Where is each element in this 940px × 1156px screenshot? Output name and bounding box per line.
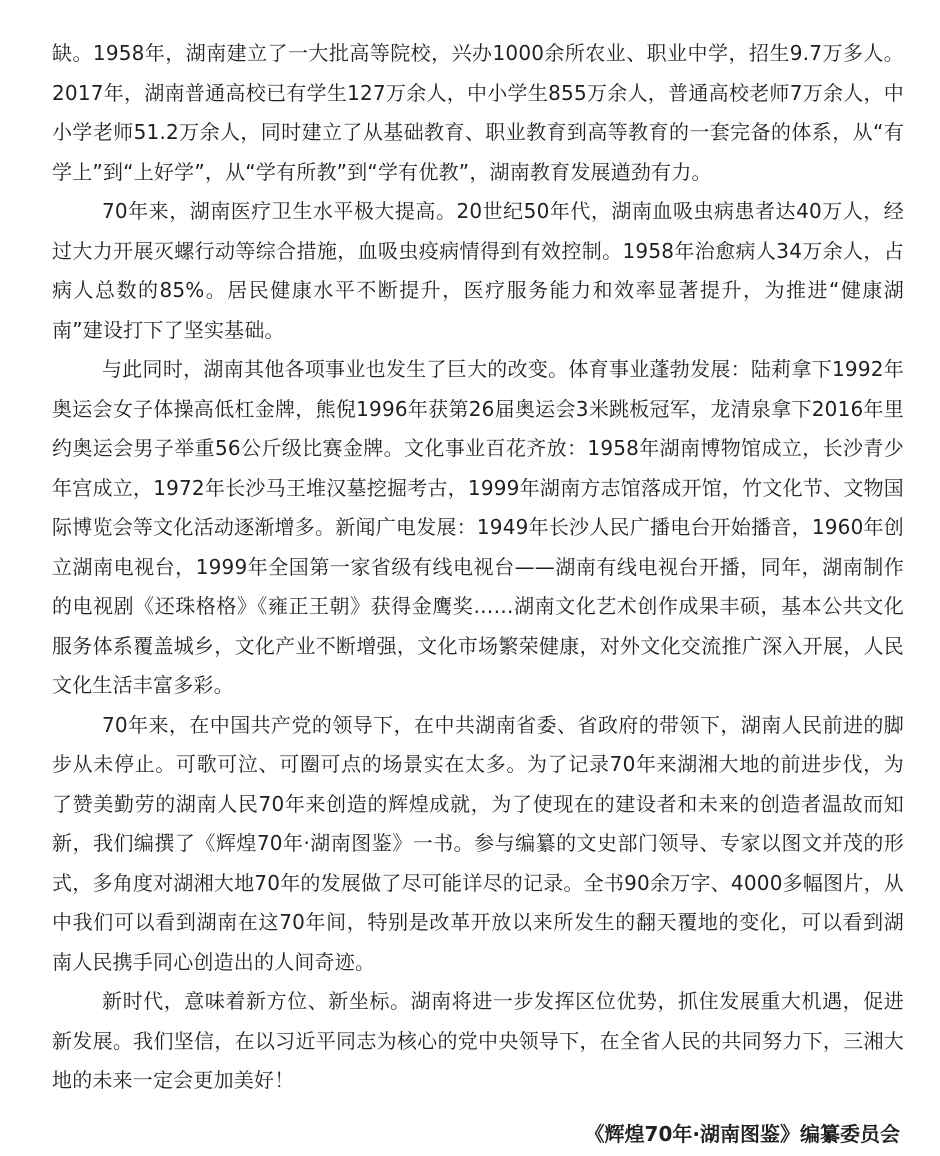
signature-editorial-committee: 《辉煌70年·湖南图鉴》编纂委员会 [584, 1122, 900, 1146]
document-body [52, 34, 904, 1101]
paragraph-new-era: 新时代，意味着新方位、新坐标。湖南将进一步发挥区位优势，抓住发展重大机遇，促进新发展。我们坚信，在以习近平同志为核心的党中央领导下，在全省人民的共同努力下，三湘大地的未来一定会更加美好！ [52, 989, 904, 1092]
paragraph-book-intro: 70年来，在中国共产党的领导下，在中共湖南省委、省政府的带领下，湖南人民前进的脚步从未停止。可歌可泣、可圈可点的场景实在太多。为了记录70年来湖湘大地的前进步伐，为了赞美勤劳的湖南人民70年来创造的辉煌成就，为了使现在的建设者和未来的创造者温故而知新，我们编撰了《辉煌70年·湖南图鉴》一书。参与编纂的文史部门领导、专家以图文并茂的形式，多角度对湖湘大地70年的发展做了尽可能详尽的记录。全书90余万字、4000多幅图片，从中我们可以看到湖南在这70年间，特别是改革开放以来所发生的翻天覆地的变化，可以看到湖南人民携手同心创造出的人间奇迹。 [52, 712, 904, 974]
paragraph-education: 缺。1958年，湖南建立了一大批高等院校，兴办1000余所农业、职业中学，招生9.7万多人。2017年，湖南普通高校已有学生127万余人，中小学生855万余人，普通高校老师7万余人，中小学老师51.2万余人，同时建立了从基础教育、职业教育到高等教育的一套完备的体系，从“有学上”到“上好学”，从“学有所教”到“学有优教”，湖南教育发展遒劲有力。 [52, 41, 904, 184]
paragraph-healthcare: 70年来，湖南医疗卫生水平极大提高。20世纪50年代，湖南血吸虫病患者达40万人，经过大力开展灭螺行动等综合措施，血吸虫疫病情得到有效控制。1958年治愈病人34万余人，占病人总数的85%。居民健康水平不断提升，医疗服务能力和效率显著提升，为推进“健康湖南”建设打下了坚实基础。 [52, 199, 904, 342]
paragraph-culture-sports: 与此同时，湖南其他各项事业也发生了巨大的改变。体育事业蓬勃发展：陆莉拿下1992年奥运会女子体操高低杠金牌，熊倪1996年获第26届奥运会3米跳板冠军，龙清泉拿下2016年里约奥运会男子举重56公斤级比赛金牌。文化事业百花齐放：1958年湖南博物馆成立，长沙青少年宫成立，1972年长沙马王堆汉墓挖掘考古，1999年湖南方志馆落成开馆，竹文化节、文物国际博览会等文化活动逐渐增多。新闻广电发展：1949年长沙人民广播电台开始播音，1960年创立湖南电视台，1999年全国第一家省级有线电视台——湖南有线电视台开播，同年，湖南制作的电视剧《还珠格格》《雍正王朝》获得金鹰奖……湖南文化艺术创作成果丰硕，基本公共文化服务体系覆盖城乡，文化产业不断增强，文化市场繁荣健康，对外文化交流推广深入开展，人民文化生活丰富多彩。 [52, 357, 904, 697]
